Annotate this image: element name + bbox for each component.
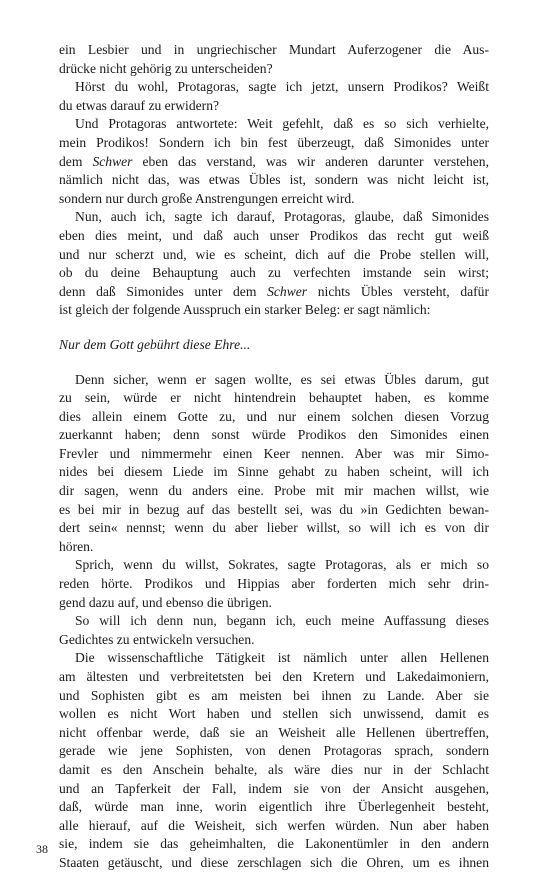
paragraph xyxy=(59,649,489,872)
text-line: Staaten getäuscht, und diese zerschlagen sich die Ohren, um es ihnen xyxy=(59,854,489,870)
text-line: ob du deine Behauptung auch zu verfechten imstande sein wirst; xyxy=(59,265,489,281)
quote-gap xyxy=(59,355,489,371)
text-line: dies allein einem Gotte zu, und nur einem solchen diesen Vorzug xyxy=(59,408,489,424)
text-line: ist gleich der folgende Ausspruch ein starker Beleg: er sagt nämlich: xyxy=(59,302,431,318)
text-line: sie, indem sie das geheimhalten, die Lakonentümler in den andern xyxy=(59,836,489,852)
text-line: Und Protagoras antwortete: Weit gefehlt, daß es so sich verhielte, xyxy=(75,116,489,132)
text-line: gerade wie jene Sophisten, von denen Protagoras sprach, sondern xyxy=(59,743,489,759)
text-line: eben dies meint, und daß auch unser Prodikos das recht gut weiß xyxy=(59,227,489,243)
paragraph xyxy=(59,41,489,78)
text-line: Die wissenschaftliche Tätigkeit ist nämlich unter allen Hellenen xyxy=(75,650,489,666)
text-line: hören. xyxy=(59,538,94,554)
paragraph xyxy=(59,208,489,320)
text-line: drücke nicht gehörig zu unterscheiden? xyxy=(59,60,273,76)
text-line: reden hörte. Prodikos und Hippias aber forderten mich sehr drin- xyxy=(59,576,489,592)
verse-quote xyxy=(59,336,489,355)
text-line: und an Tapferkeit der Fall, indem sie von der Ansicht ausgehen, xyxy=(59,780,489,796)
text-line: denn daß Simonides unter dem Schwer nichts Übles versteht, dafür xyxy=(59,283,490,299)
text-line: dem Schwer eben das verstand, was wir anderen darunter verstehen, xyxy=(59,153,489,169)
text-line: ein Lesbier und in ungriechischer Mundart Auferzogener die Aus- xyxy=(59,42,489,57)
text-line: dir sagen, wenn du anders eine. Probe mit mir machen willst, wie xyxy=(59,483,489,499)
text-line: damit es den Anschein behalte, als wäre dies nur in der Schlacht xyxy=(59,761,489,777)
text-line: es bei mir in bezug auf das bestellt sei, was du »in Gedichten bewan- xyxy=(59,501,489,517)
text-line: und Sophisten gibt es am meisten bei ihnen zu Lande. Aber sie xyxy=(59,687,489,703)
text-line: nides bei diesem Liede im Sinne gehabt zu haben scheint, will ich xyxy=(59,464,489,480)
paragraph xyxy=(59,612,489,649)
text-line: nicht offenbar werde, daß sie an Weisheit alle Hellenen übertreffen, xyxy=(59,724,489,740)
text-line: daß, würde man inne, worin eigentlich ihre Überlegenheit besteht, xyxy=(59,799,489,815)
text-line: mein Prodikos! Sondern ich bin fest überzeugt, daß Simonides unter xyxy=(59,134,489,150)
paragraph xyxy=(59,115,489,208)
paragraph xyxy=(59,78,489,115)
text-line: dert sein« nennst; wenn du aber lieber willst, so will ich es von dir xyxy=(59,520,489,536)
page-text xyxy=(59,41,489,873)
text-line: am ältesten und verbreitetsten bei den Kretern und Lakedaimoniern, xyxy=(59,669,489,684)
text-line: Gedichtes zu entwickeln versuchen. xyxy=(59,631,255,647)
text-line: sondern nur durch große Anstrengungen erreicht wird. xyxy=(59,190,355,206)
text-line: Hörst du wohl, Protagoras, sagte ich jetzt, unsern Prodikos? Weißt xyxy=(75,79,489,95)
text-line: alle hierauf, auf die Weisheit, sich werfen würden. Nun aber haben xyxy=(59,817,489,833)
text-line: und nur scherzt und, wie es scheint, dich auf die Probe stellen will, xyxy=(59,246,489,262)
text-line: Frevler und nimmermehr einen Keer nennen. Aber was mir Simo- xyxy=(59,445,489,461)
text-line: du etwas darauf zu erwidern? xyxy=(59,97,220,113)
text-line: Nun, auch ich, sagte ich darauf, Protagoras, glaube, daß Simonides xyxy=(75,209,489,225)
paragraph xyxy=(59,556,489,612)
text-line: zu sein, würde er nicht hintendrein behauptet haben, es komme xyxy=(59,390,489,406)
text-line: Sprich, wenn du willst, Sokrates, sagte Protagoras, als er mich so xyxy=(75,557,489,573)
text-line: Denn sicher, wenn er sagen wollte, es sei etwas Übles darum, gut xyxy=(75,371,489,387)
quote-gap xyxy=(59,320,489,336)
paragraph xyxy=(59,371,489,557)
text-line: gend dazu auf, und ebenso die übrigen. xyxy=(59,594,272,610)
text-line: Nur dem Gott gebührt diese Ehre... xyxy=(59,336,251,352)
text-line: nämlich nicht das, was etwas Übles ist, sondern was nicht leicht ist, xyxy=(59,172,489,188)
text-line: wollen es nicht Wort haben und stellen sich unwissend, damit es xyxy=(59,706,489,722)
text-line: zuerkannt haben; denn sonst würde Prodikos den Simonides einen xyxy=(59,427,489,443)
text-line: So will ich denn nun, begann ich, euch meine Auffassung dieses xyxy=(75,613,489,629)
page-number: 38 xyxy=(36,842,48,856)
